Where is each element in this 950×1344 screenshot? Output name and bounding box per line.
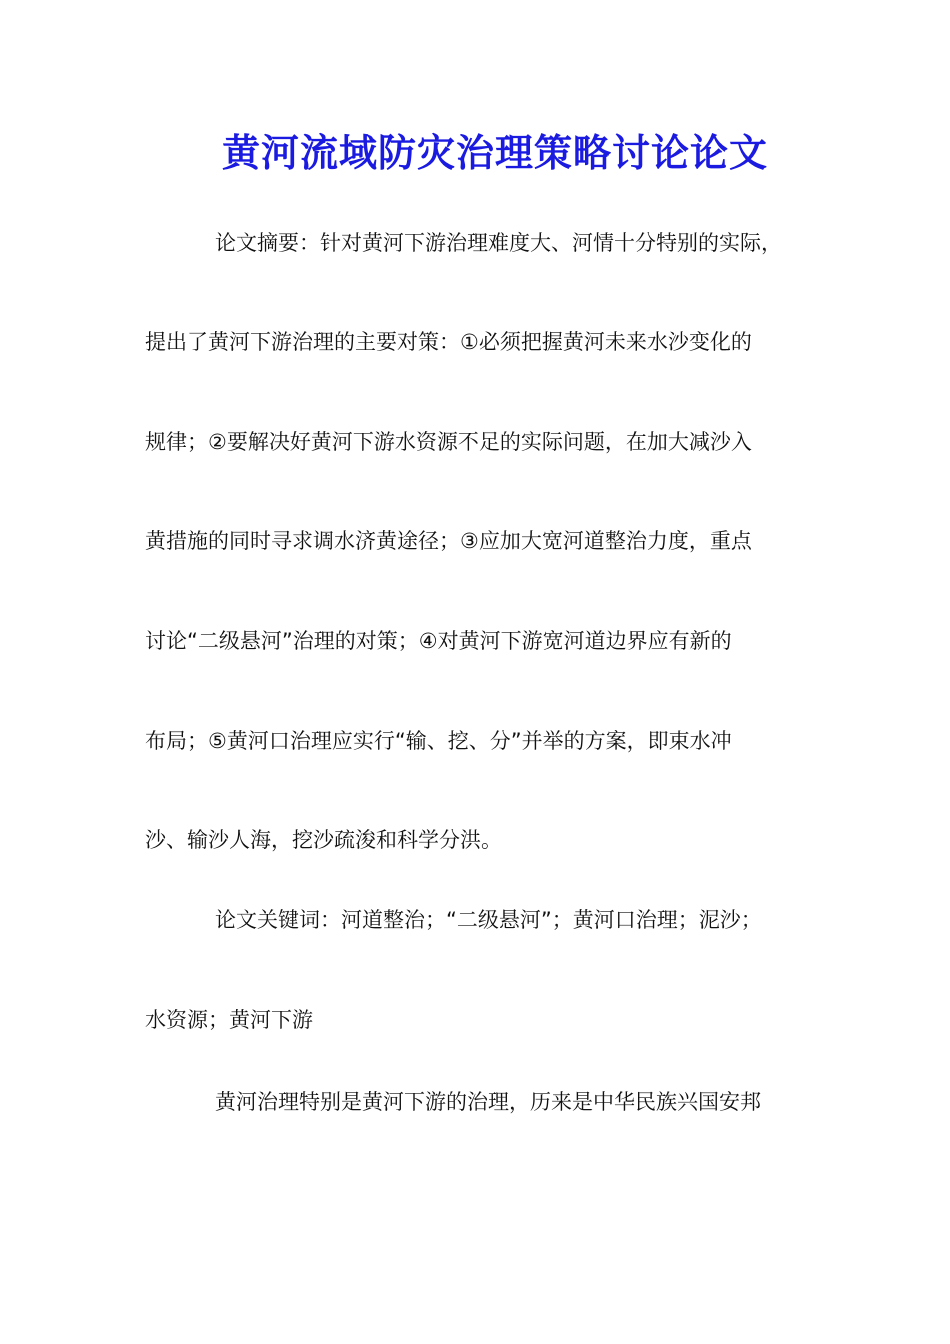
keywords-line-1: 论文关键词：河道整治；“二级悬河”；黄河口治理；泥沙； [215, 908, 762, 932]
keywords-line-2: 水资源；黄河下游 [145, 1008, 313, 1032]
body-paragraph-line-1: 黄河治理特别是黄河下游的治理，历来是中华民族兴国安邦 [215, 1090, 761, 1114]
abstract-line-4: 黄措施的同时寻求调水济黄途径；③应加大宽河道整治力度，重点 [145, 529, 752, 553]
abstract-line-1: 论文摘要：针对黄河下游治理难度大、河情十分特别的实际， [215, 231, 782, 255]
abstract-line-3: 规律；②要解决好黄河下游水资源不足的实际问题，在加大减沙入 [145, 430, 752, 454]
abstract-line-7: 沙、输沙人海，挖沙疏浚和科学分洪。 [145, 828, 502, 852]
abstract-line-2: 提出了黄河下游治理的主要对策：①必须把握黄河未来水沙变化的 [145, 330, 752, 354]
document-title: 黄河流域防灾治理策略讨论论文 [221, 130, 768, 175]
abstract-line-5: 讨论“二级悬河”治理的对策；④对黄河下游宽河道边界应有新的 [145, 629, 732, 653]
abstract-line-6: 布局；⑤黄河口治理应实行“输、挖、分”并举的方案，即束水冲 [145, 729, 732, 753]
